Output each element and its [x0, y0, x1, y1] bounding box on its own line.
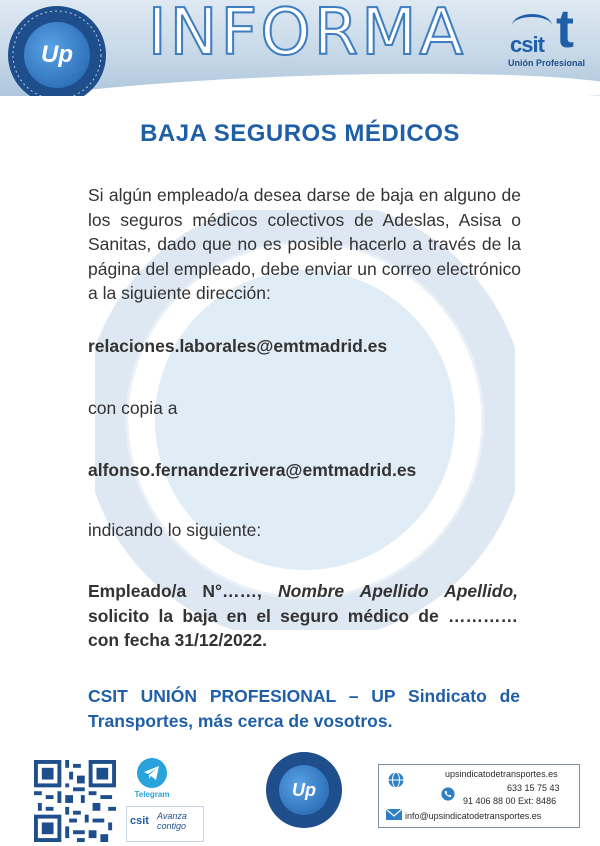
request-template	[88, 579, 518, 653]
header-title: INFORMA	[147, 0, 467, 70]
telegram-label: Telegram	[134, 790, 170, 799]
telegram-link[interactable]	[128, 758, 176, 802]
header-banner	[0, 0, 600, 96]
request-employee: Empleado/a N°……,	[88, 581, 262, 601]
copy-email[interactable]: alfonso.fernandezrivera@emtmadrid.es	[88, 460, 417, 480]
request-name: Nombre Apellido Apellido,	[278, 581, 518, 601]
csit-t-mark: t	[556, 0, 574, 59]
primary-email[interactable]: relaciones.laborales@emtmadrid.es	[88, 336, 388, 356]
csit-subtitle: Unión Profesional	[508, 58, 586, 68]
footer-up-badge	[266, 752, 342, 828]
contact-box	[378, 764, 580, 828]
globe-icon	[387, 771, 405, 789]
phone-icon	[441, 787, 455, 801]
contact-website[interactable]: upsindicatodetransportes.es	[445, 769, 558, 779]
envelope-icon	[385, 805, 403, 823]
closing-signature: CSIT UNIÓN PROFESIONAL – UP Sindicato de Transportes, más cerca de vosotros.	[88, 686, 520, 731]
badge-inner	[24, 22, 90, 88]
csit-logo	[508, 0, 592, 70]
contact-phone-2[interactable]: 91 406 88 00 Ext: 8486	[463, 796, 557, 806]
avanza-csit: csit	[130, 815, 149, 827]
qr-code[interactable]	[34, 760, 116, 842]
up-badge-logo	[8, 6, 106, 96]
avanza-slogan	[157, 811, 187, 831]
indicate-label: indicando lo siguiente:	[88, 520, 262, 540]
avanza-slogan-1: Avanza	[157, 811, 187, 821]
request-body: solicito la baja en el seguro médico de ………… con fecha 31/12/2022.	[88, 605, 518, 650]
contact-email[interactable]: info@upsindicatodetransportes.es	[405, 811, 542, 821]
document-title: BAJA SEGUROS MÉDICOS	[140, 120, 460, 147]
telegram-icon	[137, 758, 167, 788]
avanza-contigo-logo	[126, 806, 204, 842]
footer-badge-text: Up	[292, 779, 316, 800]
badge-text: Up	[41, 41, 73, 68]
csit-wordmark: csit	[510, 32, 544, 57]
copy-label: con copia a	[88, 398, 178, 418]
contact-phone-1[interactable]: 633 15 75 43	[507, 783, 560, 793]
intro-paragraph: Si algún empleado/a desea darse de baja en alguno de los seguros médicos colectivos de Adeslas, Asisa o Sanitas, dado que no es posible hacerlo a través de la página del empleado, debe enviar un correo electrónico a la siguiente dirección:	[88, 185, 521, 303]
footer-badge-inner	[279, 765, 329, 815]
avanza-slogan-2: contigo	[157, 821, 187, 831]
